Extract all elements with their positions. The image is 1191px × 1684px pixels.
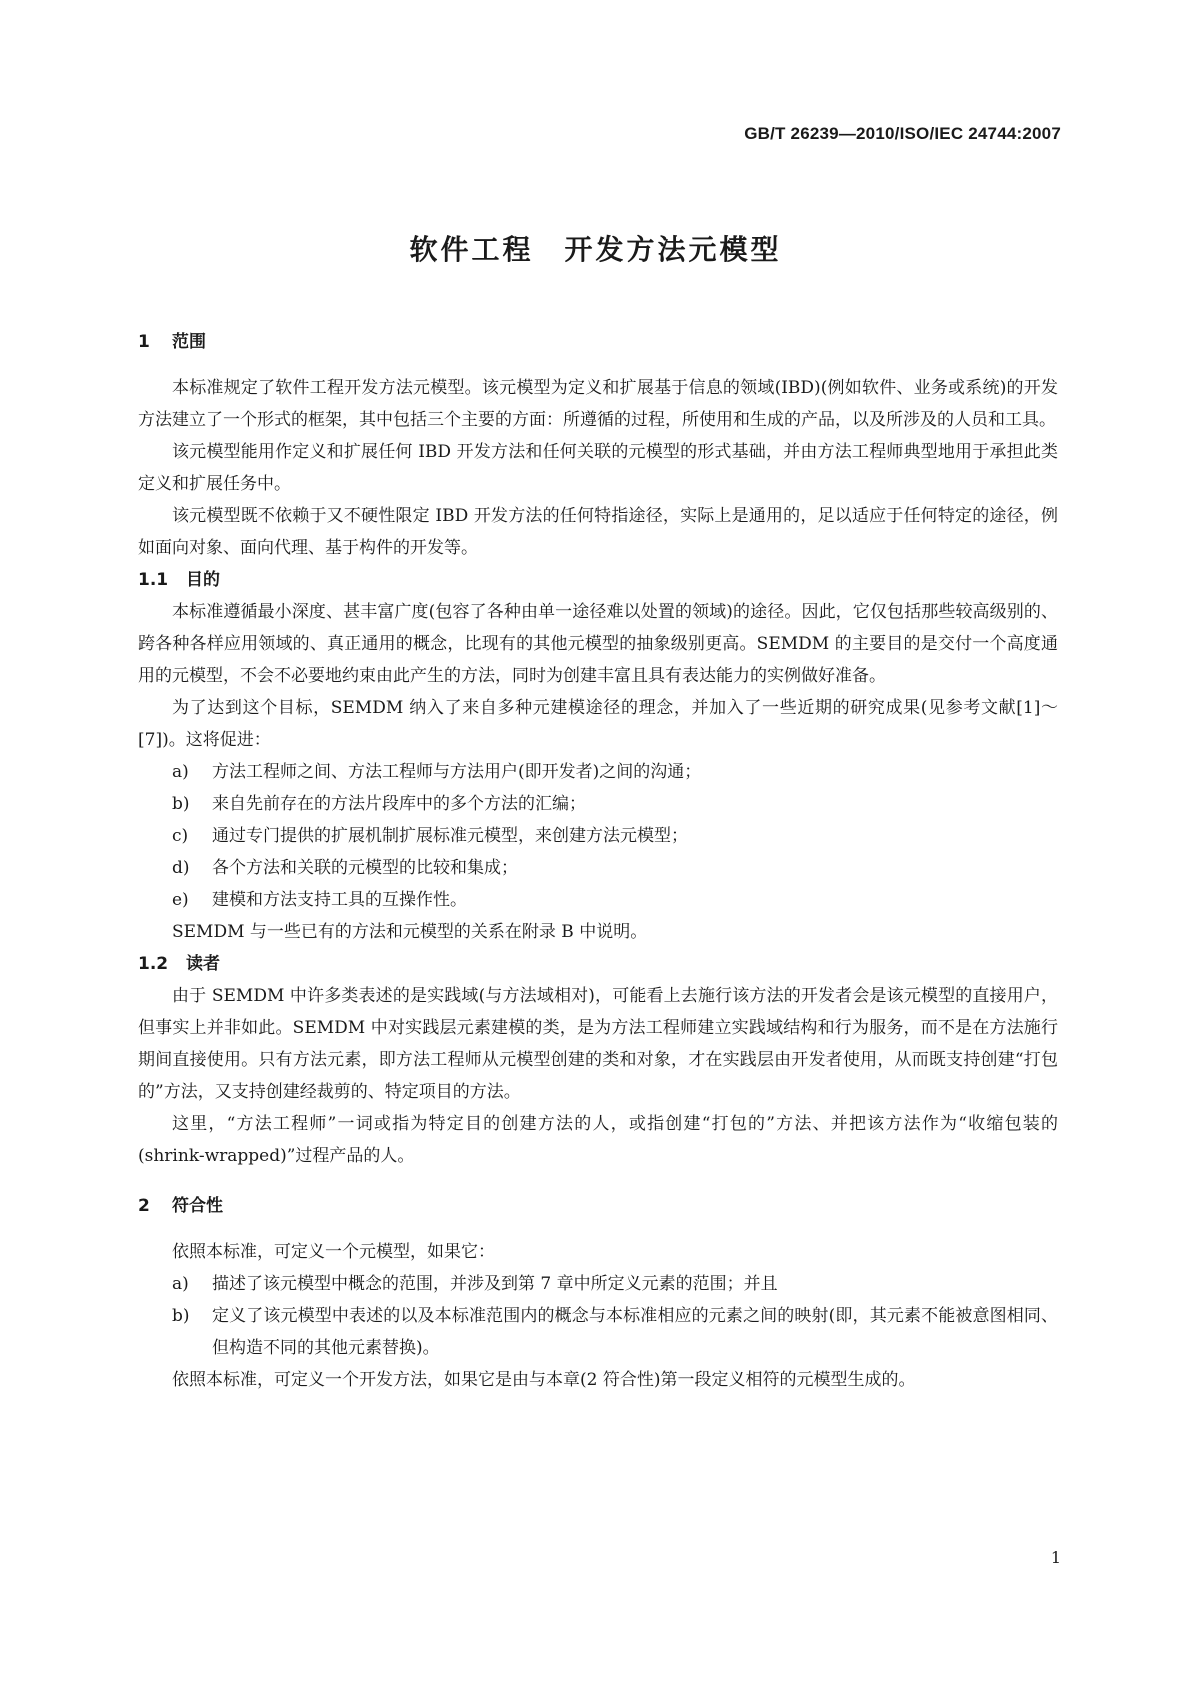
list-item (138, 1268, 1058, 1300)
list-marker: b) (172, 1306, 190, 1326)
document-body (138, 326, 1058, 1396)
section-title: 范围 (172, 332, 206, 352)
document-title: 软件工程 开发方法元模型 (409, 233, 782, 266)
list-marker: c) (172, 826, 189, 846)
list-item (138, 820, 1058, 852)
section-2-heading (138, 1190, 1058, 1222)
list-item (138, 788, 1058, 820)
paragraph: 本标准遵循最小深度、甚丰富广度(包容了各种由单一途径难以处置的领域)的途径。因此，它仅包括那些较高级别的、跨各种各样应用领域的、真正通用的概念，比现有的其他元模型的抽象级别更高。SEMDM 的主要目的是交付一个高度通用的元模型，不会不必要地约束由此产生的方法，同时为创建丰富且具有表达能力的实例做好准备。 (138, 602, 1058, 686)
list-item (138, 756, 1058, 788)
section-1-1-heading (138, 564, 1058, 596)
list-marker: a) (172, 1274, 189, 1294)
section-1-heading (138, 326, 1058, 358)
paragraph: 该元模型既不依赖于又不硬性限定 IBD 开发方法的任何特指途径，实际上是通用的，足以适应于任何特定的途径，例如面向对象、面向代理、基于构件的开发等。 (138, 506, 1058, 558)
section-number: 1.2 (138, 954, 169, 974)
section-title: 目的 (186, 570, 220, 590)
list-text: 定义了该元模型中表述的以及本标准范围内的概念与本标准相应的元素之间的映射(即，其元素不能被意图相同、但构造不同的其他元素替换)。 (212, 1306, 1058, 1358)
paragraph: 该元模型能用作定义和扩展任何 IBD 开发方法和任何关联的元模型的形式基础，并由方法工程师典型地用于承担此类定义和扩展任务中。 (138, 442, 1058, 494)
paragraph: 依照本标准，可定义一个开发方法，如果它是由与本章(2 符合性)第一段定义相符的元模型生成的。 (172, 1370, 916, 1390)
paragraph: SEMDM 与一些已有的方法和元模型的关系在附录 B 中说明。 (172, 922, 648, 942)
list-item (138, 852, 1058, 884)
section-number: 1 (138, 332, 150, 352)
list-text: 建模和方法支持工具的互操作性。 (212, 890, 467, 910)
section-number: 2 (138, 1196, 150, 1216)
paragraph: 为了达到这个目标，SEMDM 纳入了来自多种元建模途径的理念，并加入了一些近期的研究成果(见参考文献[1]～[7])。这将促进： (138, 698, 1058, 750)
list-marker: b) (172, 794, 190, 814)
paragraph: 这里，“方法工程师”一词或指为特定目的创建方法的人，或指创建“打包的”方法、并把该方法作为“收缩包装的(shrink-wrapped)”过程产品的人。 (138, 1114, 1058, 1166)
list-text: 通过专门提供的扩展机制扩展标准元模型，来创建方法元模型； (212, 826, 688, 846)
list-text: 描述了该元模型中概念的范围，并涉及到第 7 章中所定义元素的范围；并且 (212, 1274, 778, 1294)
list-item (138, 884, 1058, 916)
page-number: 1 (1050, 1548, 1061, 1567)
paragraph: 由于 SEMDM 中许多类表述的是实践域(与方法域相对)，可能看上去施行该方法的开发者会是该元模型的直接用户，但事实上并非如此。SEMDM 中对实践层元素建模的类，是为方法工程师建立实践域结构和行为服务，而不是在方法施行期间直接使用。只有方法元素，即方法工程师从元模型创建的类和对象，才在实践层由开发者使用，从而既支持创建“打包的”方法，又支持创建经裁剪的、特定项目的方法。 (138, 986, 1058, 1102)
list-item (138, 1300, 1058, 1364)
section-1-2-heading (138, 948, 1058, 980)
paragraph: 依照本标准，可定义一个元模型，如果它： (172, 1242, 495, 1262)
section-title: 符合性 (172, 1196, 223, 1216)
list-text: 各个方法和关联的元模型的比较和集成； (212, 858, 518, 878)
section-number: 1.1 (138, 570, 169, 590)
list-text: 方法工程师之间、方法工程师与方法用户(即开发者)之间的沟通； (212, 762, 702, 782)
list-marker: d) (172, 858, 190, 878)
list-marker: e) (172, 890, 189, 910)
paragraph: 本标准规定了软件工程开发方法元模型。该元模型为定义和扩展基于信息的领域(IBD)(例如软件、业务或系统)的开发方法建立了一个形式的框架，其中包括三个主要的方面：所遵循的过程，所使用和生成的产品，以及所涉及的人员和工具。 (138, 378, 1058, 430)
list-marker: a) (172, 762, 189, 782)
list-text: 来自先前存在的方法片段库中的多个方法的汇编； (212, 794, 586, 814)
section-title: 读者 (186, 954, 220, 974)
standard-code: GB/T 26239—2010/ISO/IEC 24744:2007 (744, 124, 1061, 143)
